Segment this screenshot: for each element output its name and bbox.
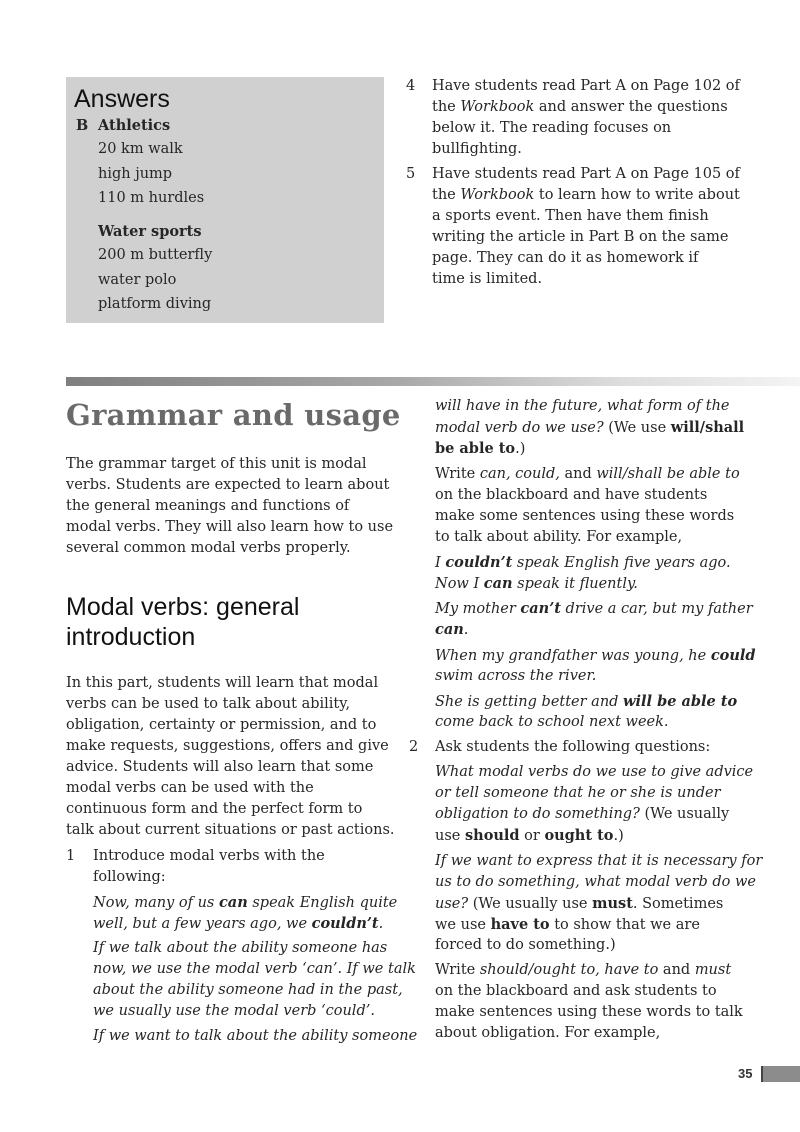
answers-item: high jump [98,166,173,182]
item-number: 1 [66,848,76,864]
right-line: make some sentences using these words [435,508,735,524]
answers-letter: B [76,117,89,134]
item5-line: the Workbook to learn how to write about [432,187,740,203]
right-line: Ask students the following questions: [435,739,711,755]
right-line: obligation to do something? (We usually [435,806,730,822]
modal-para-line: verbs can be used to talk about ability, [66,696,351,712]
grammar-title: Grammar and usage [66,398,401,432]
section-divider [66,377,800,386]
example-line: we usually use the modal verb ‘could’. [93,1003,375,1019]
grammar-intro-line: modal verbs. They will also learn how to use [66,519,394,535]
item4-line: bullfighting. [432,141,522,157]
right-line: use should or ought to.) [435,827,624,844]
example-line: come back to school next week. [435,714,669,730]
example-line: can. [435,621,469,638]
answers-item: 20 km walk [98,141,183,157]
example-line: Now, many of us can speak English quite [93,894,398,911]
example-line: If we want to talk about the ability someone [93,1028,418,1044]
grammar-intro-line: verbs. Students are expected to learn about [66,477,390,493]
item5-line: writing the article in Part B on the same [432,229,729,245]
answers-group-athletics: Athletics [98,117,171,134]
answers-group-water-sports: Water sports [98,223,202,240]
modal-para-line: modal verbs can be used with the [66,780,314,796]
right-line: about obligation. For example, [435,1025,661,1041]
modal-para-line: advice. Students will also learn that some [66,759,374,775]
page-number: 35 [738,1066,753,1081]
right-line: Write should/ought to, have to and must [435,962,732,978]
example-line: well, but a few years ago, we couldn’t. [93,915,384,932]
item-number: 4 [406,78,416,94]
right-line: we use have to to show that we are [435,916,700,933]
right-line: on the blackboard and have students [435,487,708,503]
modal-para-line: continuous form and the perfect form to [66,801,363,817]
item5-line: page. They can do it as homework if [432,250,699,266]
item1-line: following: [93,869,166,885]
item5-line: a sports event. Then have them finish [432,208,709,224]
right-line: use? (We usually use must. Sometimes [435,895,724,912]
modal-para-line: talk about current situations or past actions. [66,822,395,838]
answers-title: Answers [74,85,170,113]
grammar-intro-line: the general meanings and functions of [66,498,350,514]
right-line: will have in the future, what form of the [435,398,730,414]
example-line: My mother can’t drive a car, but my father [435,600,753,617]
modal-para-line: In this part, students will learn that modal [66,675,379,691]
right-line: make sentences using these words to talk [435,1004,743,1020]
item4-line: below it. The reading focuses on [432,120,672,136]
modal-title: Modal verbs: general introduction [66,593,300,651]
example-line: Now I can speak it fluently. [435,575,638,592]
right-line: us to do something, what modal verb do we [435,874,757,890]
example-line: I couldn’t speak English five years ago. [435,554,731,571]
answers-item: water polo [98,272,177,288]
right-line: Write can, could, and will/shall be able to [435,466,740,482]
example-line: When my grandfather was young, he could [435,647,756,664]
right-line: or tell someone that he or she is under [435,785,721,801]
item-number: 2 [409,739,419,755]
right-line: If we want to express that it is necessary for [435,853,763,869]
right-line: What modal verbs do we use to give advice [435,764,754,780]
grammar-intro-line: several common modal verbs properly. [66,540,351,556]
item5-line: Have students read Part A on Page 105 of [432,166,740,182]
right-line: forced to do something.) [435,937,616,953]
item4-line: Have students read Part A on Page 102 of [432,78,740,94]
modal-para-line: obligation, certainty or permission, and to [66,717,377,733]
example-line: about the ability someone had in the past, [93,982,403,998]
item-number: 5 [406,166,416,182]
answers-box [66,77,384,323]
item4-line: the Workbook and answer the questions [432,99,728,115]
right-line: be able to.) [435,440,526,457]
example-line: She is getting better and will be able to [435,693,738,710]
answers-item: platform diving [98,296,212,312]
page-tab-marker [761,1066,800,1082]
example-line: swim across the river. [435,668,597,684]
grammar-intro-line: The grammar target of this unit is modal [66,456,367,472]
right-line: on the blackboard and ask students to [435,983,717,999]
modal-para-line: make requests, suggestions, offers and give [66,738,389,754]
right-line: modal verb do we use? (We use will/shall [435,419,745,436]
right-line: to talk about ability. For example, [435,529,683,545]
example-line: now, we use the modal verb ‘can’. If we talk [93,961,416,977]
answers-item: 110 m hurdles [98,190,205,206]
answers-item: 200 m butterfly [98,247,213,263]
item5-line: time is limited. [432,271,543,287]
example-line: If we talk about the ability someone has [93,940,388,956]
item1-line: Introduce modal verbs with the [93,848,325,864]
